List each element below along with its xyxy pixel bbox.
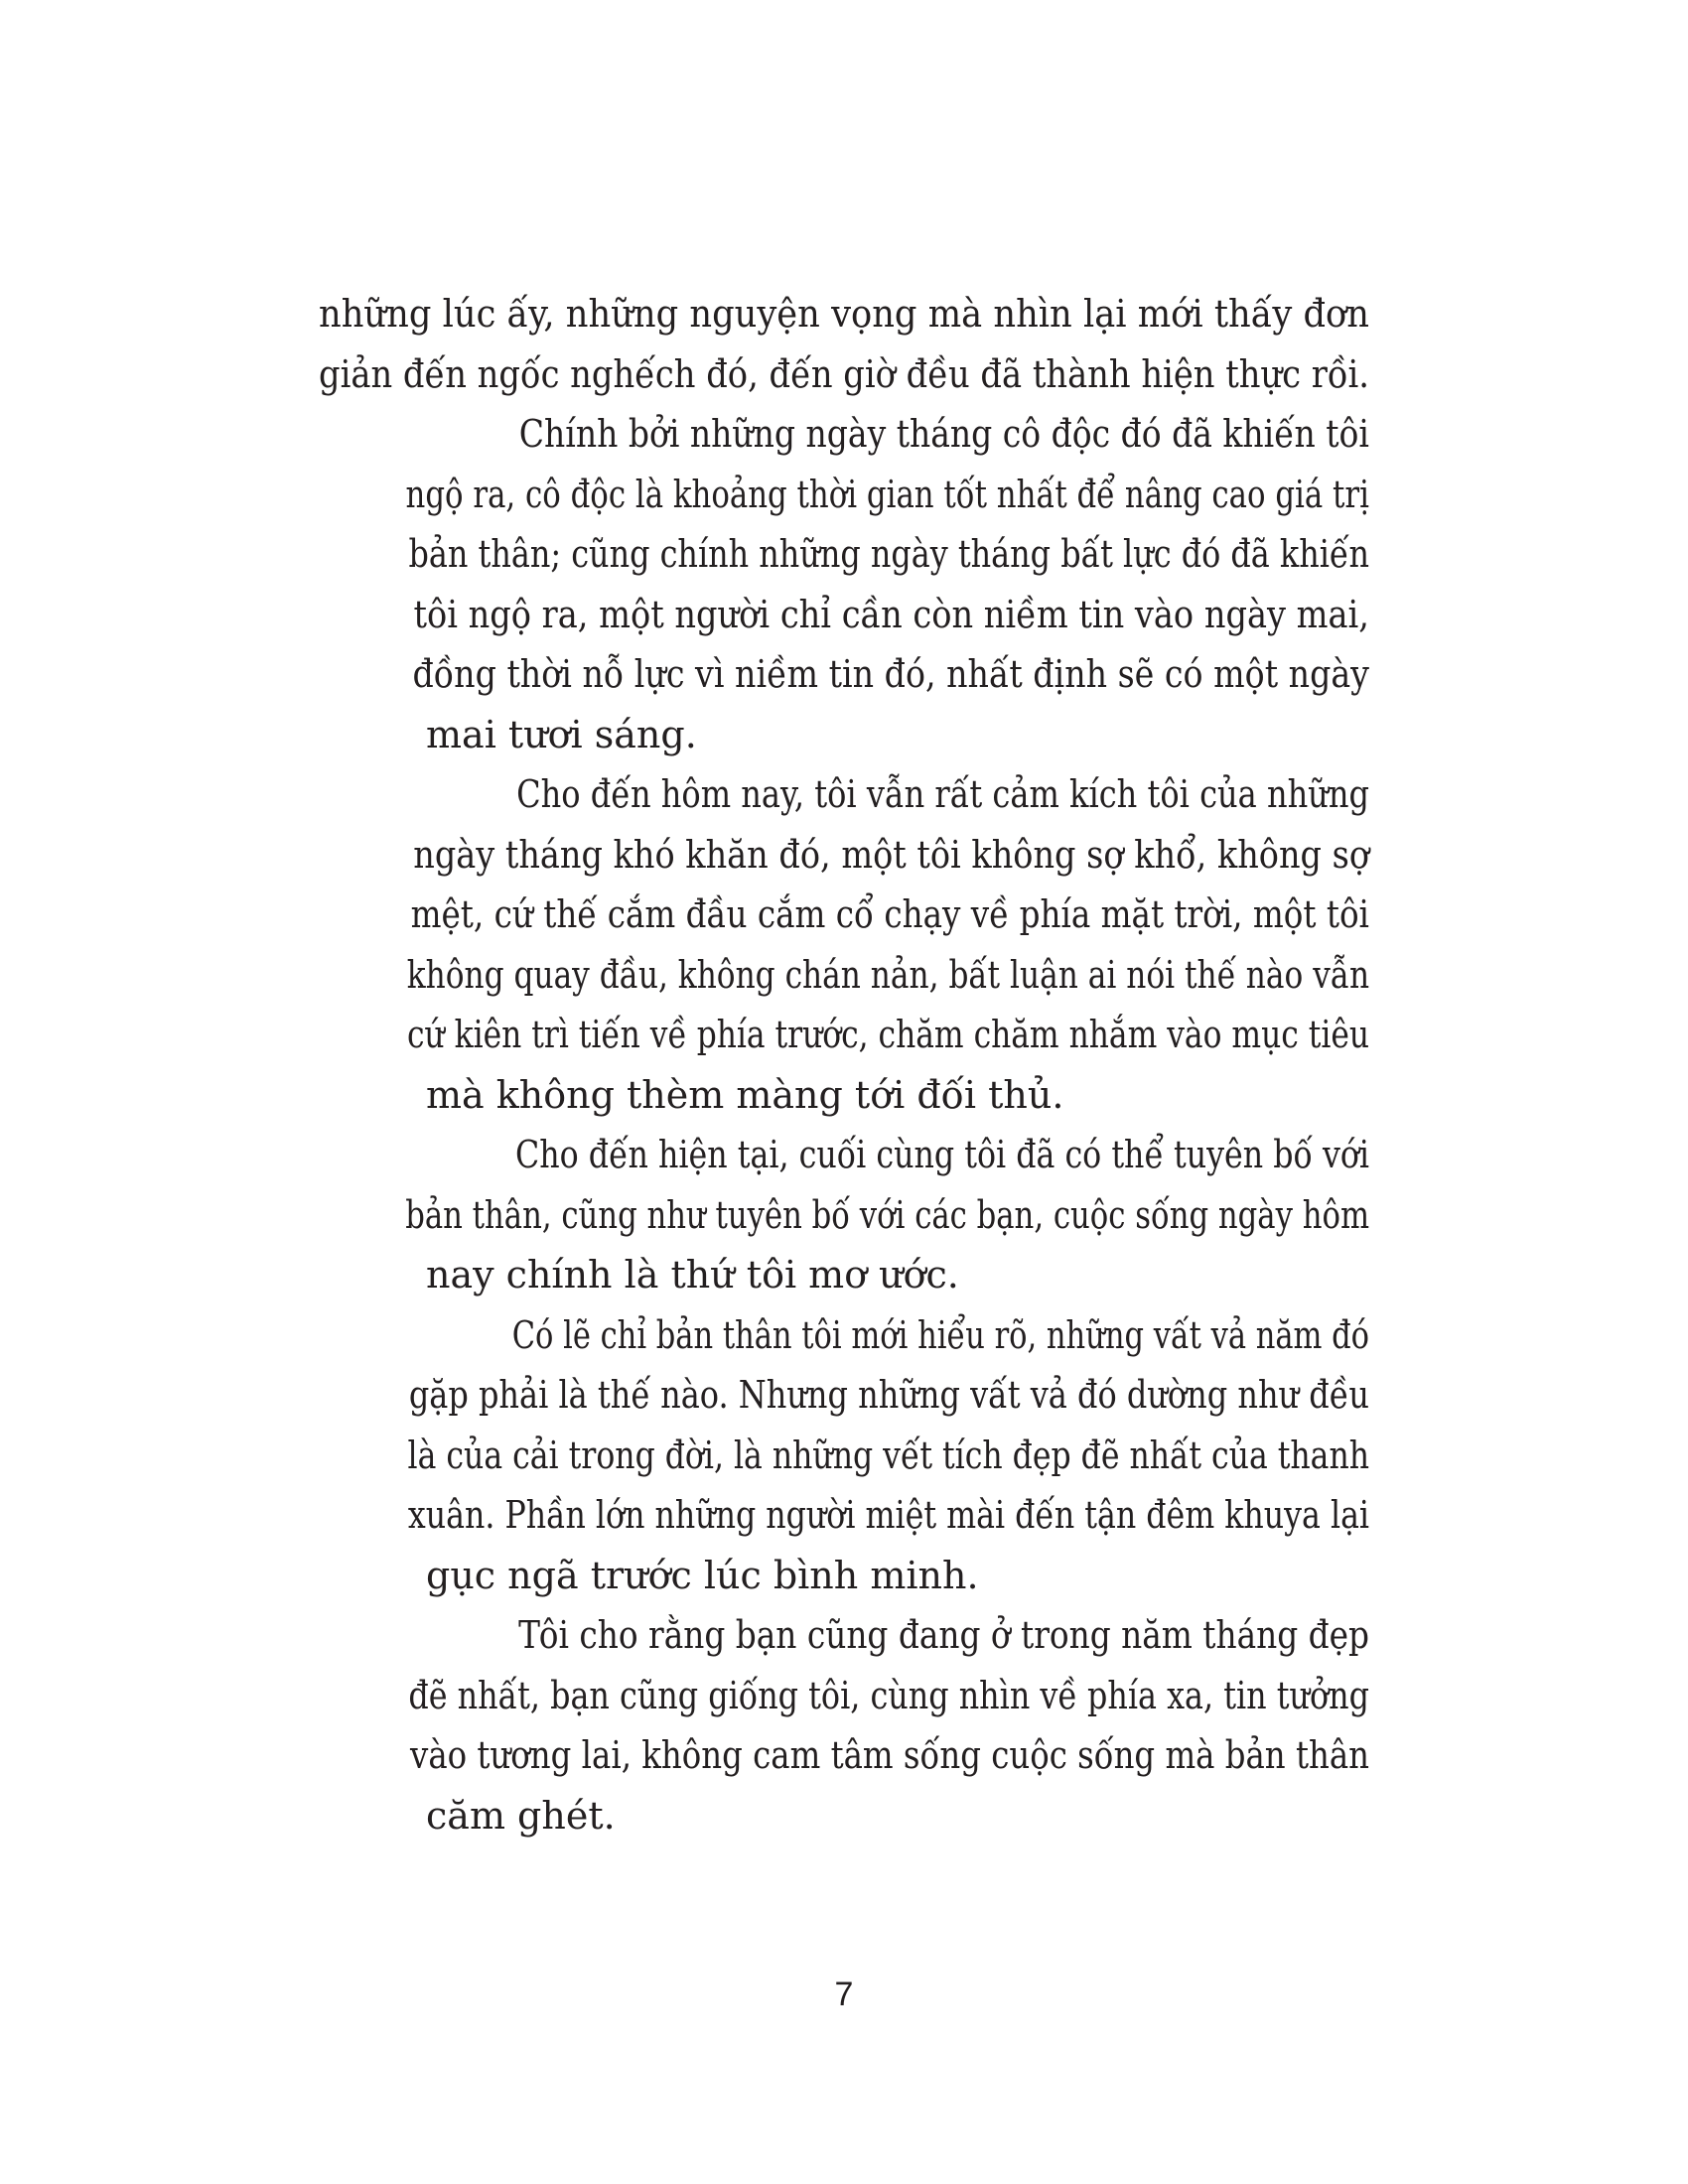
- paragraph: [319, 404, 1369, 764]
- text-line: mệt, cứ thế cắm đầu cắm cổ chạy về phía mặt trời, một tôi: [410, 892, 1369, 936]
- text-line: Tôi cho rằng bạn cũng đang ở trong năm tháng đẹp: [518, 1613, 1370, 1657]
- text-line: mà không thèm màng tới đối thủ.: [426, 1072, 1064, 1117]
- text-line: bản thân, cũng như tuyên bố với các bạn, cuộc sống ngày hôm: [405, 1192, 1370, 1237]
- text-line: gục ngã trước lúc bình minh.: [426, 1553, 979, 1597]
- paragraph: [319, 764, 1369, 1125]
- text-line: Có lẽ chỉ bản thân tôi mới hiểu rõ, những vất vả năm đó: [511, 1312, 1370, 1357]
- text-line: Chính bởi những ngày tháng cô độc đó đã khiến tôi: [518, 412, 1369, 456]
- text-line: mai tươi sáng.: [426, 712, 697, 756]
- text-line: là của cải trong đời, là những vết tích đẹp đẽ nhất của thanh: [407, 1433, 1370, 1477]
- text-line: ngộ ra, cô độc là khoảng thời gian tốt nhất để nâng cao giá trị: [405, 472, 1369, 516]
- text-line: ngày tháng khó khăn đó, một tôi không sợ khổ, không sợ: [413, 832, 1370, 877]
- paragraph: [319, 1305, 1369, 1606]
- text-line: căm ghét.: [426, 1793, 616, 1838]
- text-line: không quay đầu, không chán nản, bất luận ai nói thế nào vẫn: [406, 952, 1370, 997]
- text-line: giản đến ngốc nghếch đó, đến giờ đều đã thành hiện thực rồi.: [319, 351, 1370, 396]
- text-line: Cho đến hôm nay, tôi vẫn rất cảm kích tôi của những: [516, 772, 1370, 816]
- text-line: cứ kiên trì tiến về phía trước, chăm chăm nhắm vào mục tiêu: [406, 1013, 1370, 1056]
- text-line: vào tương lai, không cam tâm sống cuộc sống mà bản thân: [410, 1733, 1369, 1777]
- text-line: xuân. Phần lớn những người miệt mài đến tận đêm khuya lại: [407, 1493, 1370, 1537]
- body-text: [319, 284, 1369, 1845]
- paragraph: [319, 1125, 1369, 1305]
- text-line: bản thân; cũng chính những ngày tháng bất lực đó đã khiến: [408, 532, 1370, 576]
- text-line: gặp phải là thế nào. Nhưng những vất vả đó dường như đều: [408, 1373, 1369, 1417]
- paragraph: [319, 1605, 1369, 1845]
- text-line: nay chính là thứ tôi mơ ước.: [426, 1253, 959, 1297]
- text-line: đồng thời nỗ lực vì niềm tin đó, nhất định sẽ có một ngày: [412, 652, 1369, 696]
- text-line: những lúc ấy, những nguyện vọng mà nhìn lại mới thấy đơn: [319, 292, 1369, 336]
- paragraph: [319, 284, 1369, 404]
- text-line: đẽ nhất, bạn cũng giống tôi, cùng nhìn về phía xa, tin tưởng: [408, 1673, 1369, 1717]
- page-number: 7: [834, 1976, 854, 2013]
- text-line: Cho đến hiện tại, cuối cùng tôi đã có thể tuyên bố với: [515, 1133, 1370, 1176]
- text-line: tôi ngộ ra, một người chỉ cần còn niềm tin vào ngày mai,: [413, 592, 1369, 636]
